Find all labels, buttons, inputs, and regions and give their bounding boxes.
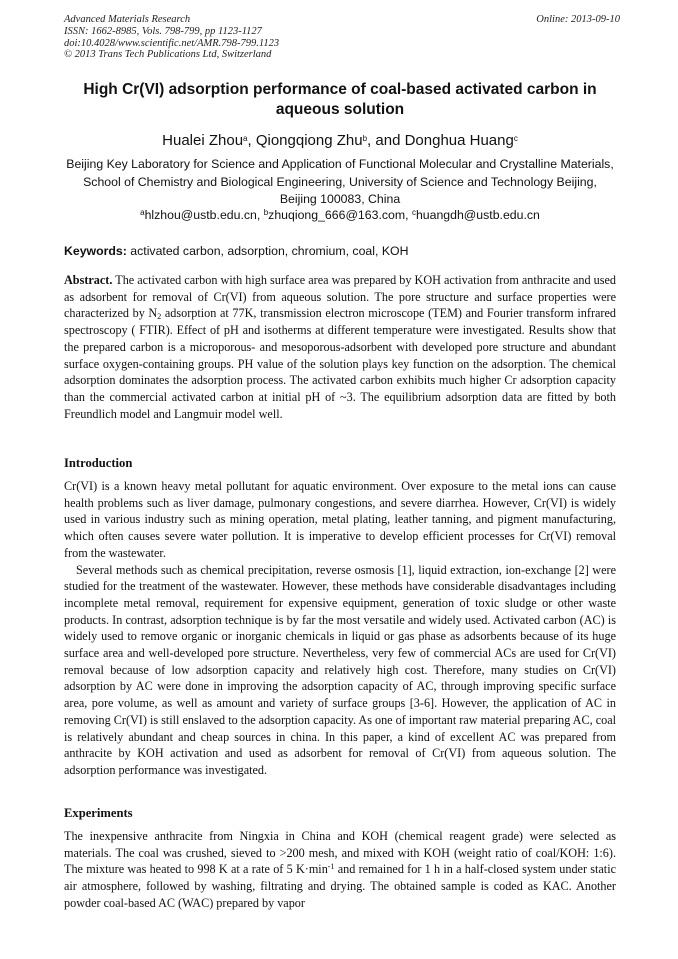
author-name: Donghua Huang [404, 132, 514, 149]
author-separator: , [247, 132, 256, 149]
author-superscript: c [513, 134, 518, 143]
issn-line: ISSN: 1662-8985, Vols. 798-799, pp 1123-1127 [64, 25, 262, 37]
email-superscript: c [411, 208, 416, 217]
email-address[interactable]: hlzhou@ustb.edu.cn [144, 208, 257, 222]
experiments-text: The inexpensive anthracite from Ningxia in China and KOH (chemical reagent grade) were selected as materials. The coal was crushed, sieved to >200 mesh, and mixed with KOH (weight ratio of coal/KOH: 1:6). The mixture was heated to 998 K at a rate of 5 K·min [64, 829, 616, 877]
introduction-body [64, 478, 616, 779]
email-superscript: a [140, 208, 145, 217]
experiments-text: and remained for 1 h in a half-closed system under static air atmosphere, followed by washing, filtrating and drying. The obtained sample is coded as KAC. Another powder coal-based AC (WAC) prepared by vapor [64, 862, 616, 910]
experiments-heading: Experiments [64, 806, 133, 820]
author-separator: , and [367, 132, 405, 149]
abstract-label: Abstract. [64, 273, 113, 287]
abstract-text: The activated carbon with high surface area was prepared by KOH activation from anthracite and used as adsorbent for removal of Cr(VI) from aqueous solution. The pore structure and surface properties were characterized by N [64, 273, 616, 321]
introduction-paragraph: Several methods such as chemical precipitation, reverse osmosis [1], liquid extraction, ion-exchange [2] were studied for the treatment of the wastewater. However, these methods have considerable disadvantages including incomplete metal removal, requirement for expensive equipment, generation of toxic sludge or other waste products. In contrast, adsorption technique is by far the most versatile and widely used. Activated carbon (AC) is widely used to remove organic or inorganic chemicals in liquid or gas phase as adsorbents because of its huge surface area and well-developed pore structure. Nevertheless, very few of commercial ACs are used for Cr(VI) removal because of low adsorption capacity and relatively high cost. Therefore, many studies on Cr(VI) adsorption by AC were done in improving the adsorption capacity of AC, through improving specific surface area, pore volume, as well as amount and variety of surface groups [3-6]. However, the application of AC in removing Cr(VI) is still enslaved to the adsorption capacity. As one of important raw material preparing AC, coal is relatively abundant and cheap sources in china. In this paper, a kind of excellent AC was prepared from anthracite by KOH activation and used as adsorbent for removal of Cr(VI) from aqueous solution. The adsorption performance was investigated. [64, 562, 616, 777]
introduction-paragraph: Cr(VI) is a known heavy metal pollutant for aquatic environment. Over exposure to the metal ions can cause health problems such as liver damage, pulmonary congestions, and severe diarrhea. However, Cr(VI) is widely used in various industry such as mining operation, metal plating, leather tanning, and pigment manufacturing, which often causes severe water pollution. It is imperative to develop efficient processes for Cr(VI) removal from the wastewater. [64, 479, 616, 560]
journal-name: Advanced Materials Research [64, 14, 191, 25]
copyright-line: © 2013 Trans Tech Publications Ltd, Switzerland [64, 49, 272, 61]
journal-header [64, 14, 620, 61]
email-list [64, 207, 616, 223]
doi-line: doi:10.4028/www.scientific.net/AMR.798-799.1123 [64, 37, 280, 49]
email-superscript: b [263, 208, 269, 217]
email-separator: , [405, 208, 412, 222]
author-superscript: b [362, 134, 368, 143]
paper-title: High Cr(VI) adsorption performance of coal-based activated carbon in aqueous solution [83, 81, 597, 118]
experiments-body [64, 828, 616, 912]
email-separator: , [256, 208, 264, 222]
affiliation: Beijing Key Laboratory for Science and Application of Functional Molecular and Crystalline Materials, School of Chemistry and Biological Engineering, University of Science and Technology Beijing, Beijing 100083, China [66, 157, 614, 206]
online-date: Online: 2013-09-10 [536, 14, 620, 25]
keywords-text: activated carbon, adsorption, chromium, coal, KOH [130, 244, 409, 258]
email-address[interactable]: zhuqiong_666@163.com [268, 208, 406, 222]
author-name: Qiongqiong Zhu [255, 132, 363, 149]
author-name: Hualei Zhou [162, 132, 244, 149]
introduction-heading: Introduction [64, 456, 133, 470]
keywords-label: Keywords: [64, 244, 127, 258]
author-list [64, 132, 616, 150]
email-address[interactable]: huangdh@ustb.edu.cn [415, 208, 540, 222]
author-superscript: a [243, 134, 248, 143]
n2-subscript: 2 [157, 312, 162, 322]
keywords [64, 243, 616, 259]
abstract-text: adsorption at 77K, transmission electron microscope (TEM) and Fourier transform infrared spectroscopy ( FTIR). Effect of pH and isotherms at different temperature were investigated. Results show that the prepared carbon is a microporous- and mesoporous-adsorbent with developed pore structure and abundant surface oxygen-containing groups. PH value of the solution plays key function on the adsorption. The chemical adsorption dominates the adsorption process. The activated carbon exhibits much higher Cr adsorption capacity than the commercial activated carbon at initial pH of ~3. The equilibrium adsorption data are fitted by both Freundlich model and Langmuir model well. [64, 306, 616, 421]
rate-superscript: -1 [327, 862, 335, 872]
abstract [64, 272, 616, 422]
